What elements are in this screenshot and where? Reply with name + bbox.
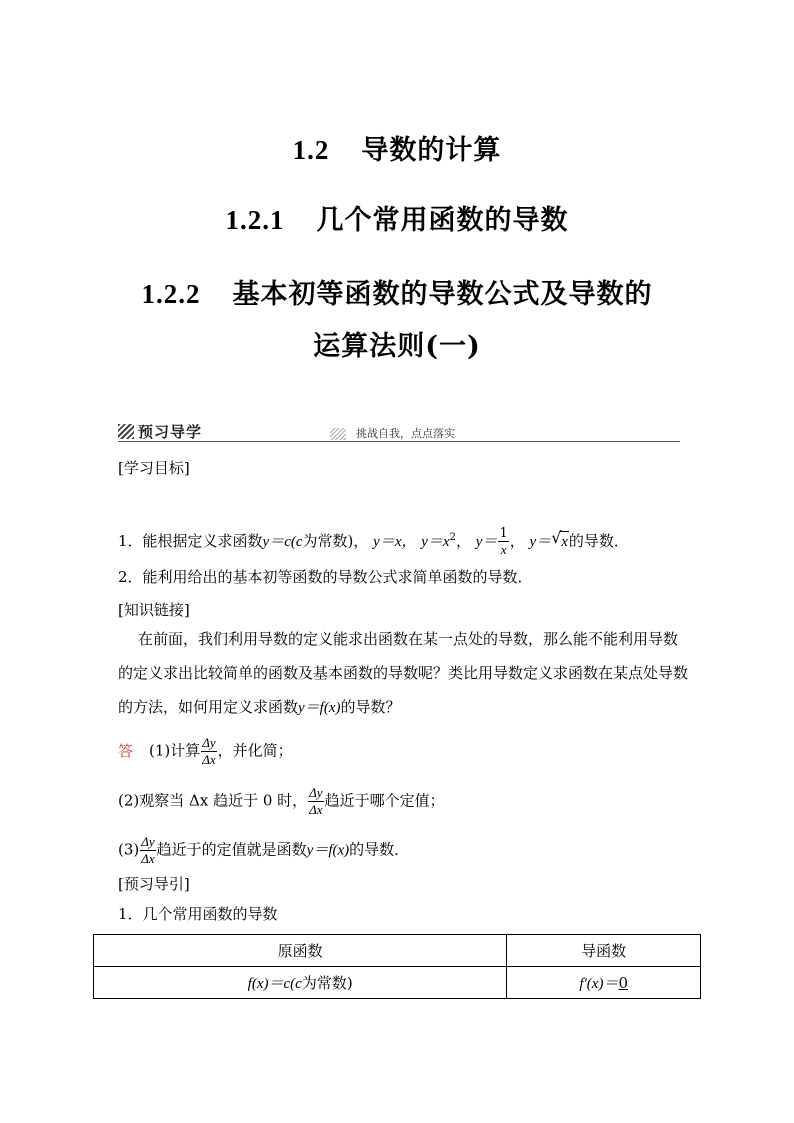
fraction: $\frac{\Delta y}{\Delta x}$ <box>141 834 155 866</box>
title-subsection-2-line2: 运算法则(一) <box>313 331 481 362</box>
hatch-icon <box>330 428 346 440</box>
section-knowledge-link: [知识链接] <box>118 601 190 619</box>
table-header-row <box>94 935 701 967</box>
banner-label: 预习导学 <box>138 423 203 441</box>
goal-1: 1．能根据定义求函数y＝c(c为常数)， y＝x， $y=x^2$， y＝ $\frac{1}{x}$ ， y＝ √ x的导数． <box>118 526 629 557</box>
table-header: 原函数 <box>94 935 507 967</box>
fraction: $\frac{1}{x}$ <box>499 526 508 557</box>
section-learning-goals: [学习目标] <box>118 459 190 477</box>
preview-item-1: 1．几个常用函数的导数 <box>118 905 278 923</box>
banner-subtitle: 挑战自我，点点落实 <box>356 427 455 440</box>
title-subsection-2: 1.2.2 基本初等函数的导数公式及导数的 <box>141 279 653 310</box>
banner-rule <box>118 441 680 442</box>
fraction: $\frac{\Delta y}{\Delta x}$ <box>202 735 216 767</box>
stripes-icon <box>118 424 134 439</box>
section-preview-guide: [预习导引] <box>118 875 190 893</box>
title-section: 1.2 导数的计算 <box>292 135 502 166</box>
title-subsection: 1.2.1 几个常用函数的导数 <box>225 205 569 236</box>
fraction: $\frac{\Delta y}{\Delta x}$ <box>309 785 323 817</box>
square-root: √ x <box>551 528 568 550</box>
preview-banner <box>118 420 680 442</box>
answer-mark: 答 <box>118 741 134 760</box>
table-cell: f(x)＝c(c为常数) <box>94 967 507 999</box>
answer-3: (3) $\frac{\Delta y}{\Delta x}$ 趋近于的定值就是函数y＝f(x)的导数． <box>118 834 410 866</box>
knowledge-link-paragraph: 在前面，我们利用导数的定义能求出函数在某一点处的导数，那么能不能利用导数的定义求出比较简单的函数及基本函数的导数呢？类比用导数定义求函数在某点处导数的方法，如何用定义求函数y＝f(x)的导数？ <box>118 630 689 716</box>
table-header: 导函数 <box>507 935 701 967</box>
derivative-table <box>93 934 701 999</box>
goal-2: 2．能利用给出的基本初等函数的导数公式求简单函数的导数． <box>118 568 533 586</box>
table-row <box>94 967 701 999</box>
table-cell: f′(x)＝0 <box>507 967 701 999</box>
answer-1: 答 (1)计算 $\frac{\Delta y}{\Delta x}$ ，并化简； <box>118 735 293 767</box>
answer-2: (2)观察当 Δx 趋近于 0 时， $\frac{\Delta y}{\Delta x}$ 趋近于哪个定值； <box>118 785 445 817</box>
